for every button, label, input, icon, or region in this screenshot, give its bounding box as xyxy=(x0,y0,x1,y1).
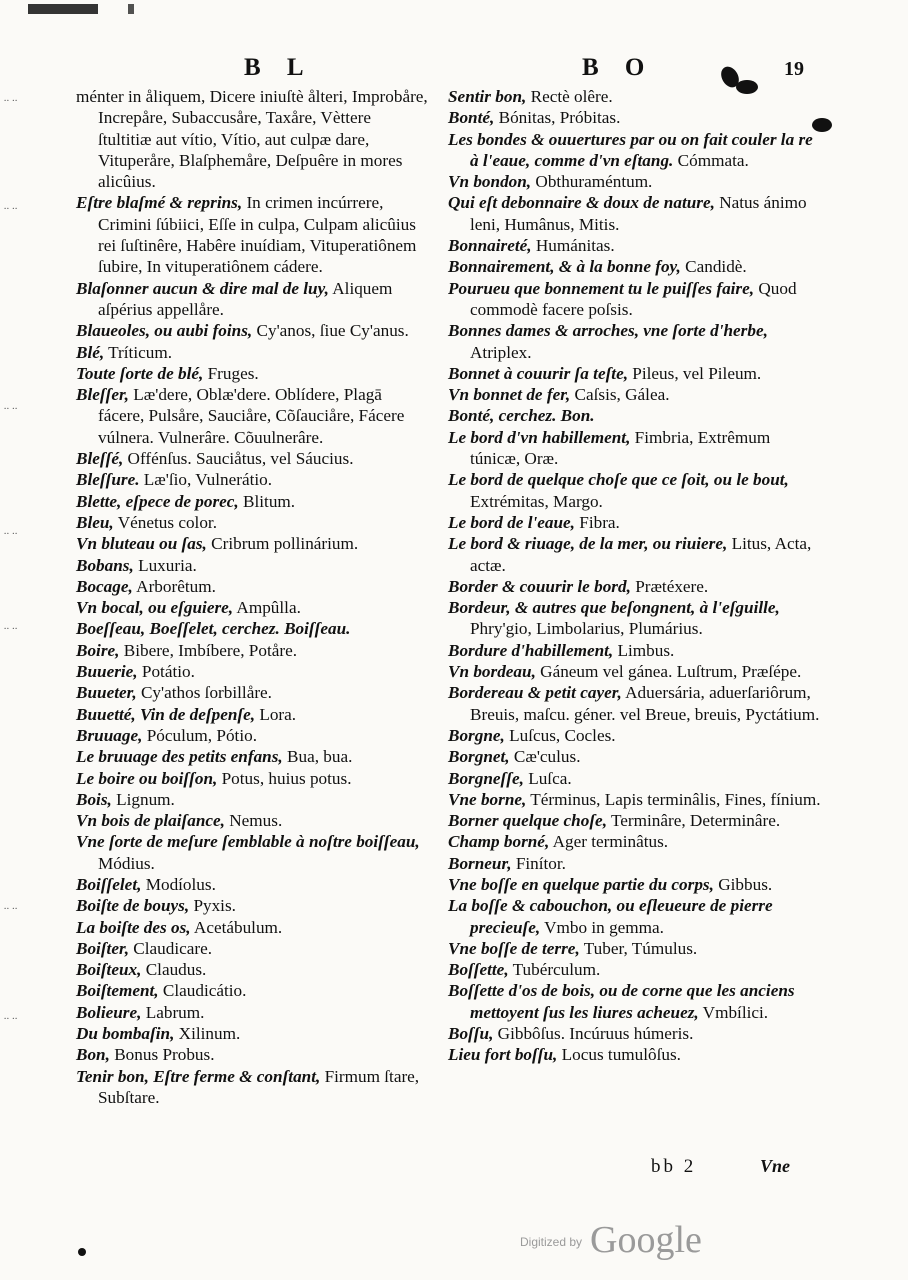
french-headword: Bonnairement, & à la bonne foy, xyxy=(448,257,681,277)
french-headword: La boſſe & cabouchon, ou eſleueure de pierre precieuſe, xyxy=(448,896,773,937)
french-headword: Boiſte de bouys, xyxy=(76,896,190,916)
french-headword: Le bruuage des petits enfans, xyxy=(76,747,283,767)
latin-equivalent: Acetábulum. xyxy=(190,917,283,937)
dictionary-entry xyxy=(76,704,428,725)
latin-equivalent: Læ'ſio, Vulnerátio. xyxy=(139,470,273,490)
french-headword: Buuetté, Vin de deſpenſe, xyxy=(76,704,256,724)
french-headword: Vn bocal, ou eſguiere, xyxy=(76,598,234,618)
french-headword: Qui eſt debonnaire & doux de nature, xyxy=(448,193,715,213)
watermark-brand: Google xyxy=(590,1219,702,1261)
latin-equivalent: Fibra. xyxy=(574,512,620,532)
latin-equivalent: Tríticum. xyxy=(104,342,172,362)
french-headword: Le bord & riuage, de la mer, ou riuiere, xyxy=(448,534,728,554)
latin-equivalent: Potátio. xyxy=(137,662,195,682)
french-headword: Sentir bon, xyxy=(448,87,527,106)
watermark-prefix: Digitized by xyxy=(520,1235,583,1249)
latin-equivalent: Bónitas, Próbitas. xyxy=(494,108,621,128)
french-headword: Vne boſſe en quelque partie du corps, xyxy=(448,874,714,894)
latin-equivalent: In crimen incúrrere, Crimini ſúbiici, Eſſe in culpa, Culpam alicûius rei ſuſtinêre, Habêre inuídiam, Vituperatiônem ſubire, In vituperatiônem cádere. xyxy=(98,193,417,277)
latin-equivalent: Ampûlla. xyxy=(233,598,301,618)
dictionary-entry xyxy=(76,640,428,661)
latin-equivalent: Módius. xyxy=(98,853,155,873)
margin-fragment: .. .. xyxy=(4,620,18,632)
dictionary-entry xyxy=(448,427,823,470)
french-headword: Bon, xyxy=(76,1045,110,1065)
dictionary-entry xyxy=(448,192,823,235)
dictionary-entry xyxy=(448,959,823,980)
latin-equivalent: Aliquem aſpérius appellåre. xyxy=(98,278,393,319)
latin-equivalent: Claudicátio. xyxy=(158,981,247,1001)
french-headword: Les bondes & ouuertures par ou on fait couler la re à l'eaue, comme d'vn eſtang. xyxy=(448,129,813,170)
french-headword: Bleſſé, xyxy=(76,449,124,469)
french-headword: Boſſu, xyxy=(448,1024,494,1044)
dictionary-entry xyxy=(448,768,823,789)
latin-equivalent: Xilinum. xyxy=(174,1024,241,1044)
dictionary-entry xyxy=(448,363,823,384)
running-head-right: B O xyxy=(582,54,655,81)
latin-equivalent: Gibbus. xyxy=(713,874,773,894)
dictionary-entry xyxy=(448,405,823,426)
dictionary-entry xyxy=(76,192,428,277)
latin-equivalent: Extrémitas, Margo. xyxy=(470,491,603,511)
latin-equivalent: Prætéxere. xyxy=(630,576,709,596)
latin-equivalent: Luxuria. xyxy=(133,555,197,575)
dictionary-entry xyxy=(76,768,428,789)
dictionary-entry xyxy=(76,959,428,980)
dictionary-entry xyxy=(448,469,823,512)
french-headword: Bleſſure. xyxy=(76,470,140,490)
dictionary-entry xyxy=(76,278,428,321)
french-headword: Tenir bon, Eſtre ferme & conſtant, xyxy=(76,1066,321,1086)
latin-equivalent: Bibere, Imbíbere, Potåre. xyxy=(119,640,297,660)
dictionary-entry xyxy=(448,980,823,1023)
dictionary-entry xyxy=(448,853,823,874)
french-headword: Boeſſeau, Boeſſelet, cerchez. Boiſſeau. xyxy=(76,619,351,639)
latin-equivalent: Vmbílici. xyxy=(698,1002,769,1022)
french-headword: Vne ſorte de meſure ſemblable à noſtre boiſſeau, xyxy=(76,832,420,852)
latin-equivalent: Cribrum pollinárium. xyxy=(206,534,359,554)
french-headword: Vne boſſe de terre, xyxy=(448,938,580,958)
french-headword: Vn bois de plaiſance, xyxy=(76,811,225,831)
dictionary-entry xyxy=(448,171,823,192)
latin-equivalent: Blitum. xyxy=(238,491,296,511)
latin-equivalent: Luſcus, Cocles. xyxy=(504,725,616,745)
latin-equivalent: Fimbria, Extrêmum túnicæ, Oræ. xyxy=(470,427,771,469)
french-headword: Bobans, xyxy=(76,555,134,575)
latin-equivalent: Cy'athos ſorbillåre. xyxy=(136,683,272,703)
french-headword: Pourueu que bonnement tu le puiſſes faire, xyxy=(448,278,755,298)
dictionary-entry xyxy=(76,810,428,831)
margin-fragment: .. .. xyxy=(4,1010,18,1022)
french-headword: Vn bordeau, xyxy=(448,662,536,682)
latin-equivalent: Claudus. xyxy=(141,960,207,980)
dictionary-entry xyxy=(76,917,428,938)
french-headword: La boiſte des os, xyxy=(76,917,191,937)
french-headword: Bois, xyxy=(76,789,112,809)
dictionary-entry xyxy=(76,661,428,682)
dictionary-entry xyxy=(448,810,823,831)
dictionary-entry xyxy=(76,1023,428,1044)
dictionary-entry xyxy=(448,384,823,405)
margin-fragment: .. .. xyxy=(4,400,18,412)
french-headword: Vn bonnet de fer, xyxy=(448,385,571,405)
french-headword: Lieu fort boſſu, xyxy=(448,1045,558,1065)
dictionary-entry xyxy=(76,555,428,576)
french-headword: Blé, xyxy=(76,342,105,362)
french-headword: Bleſſer, xyxy=(76,385,129,405)
dictionary-entry xyxy=(448,107,823,128)
latin-equivalent: Cæ'culus. xyxy=(509,747,581,767)
french-headword: Bocage, xyxy=(76,576,133,596)
latin-equivalent: Phry'gio, Limbolarius, Plumárius. xyxy=(470,619,703,639)
french-headword: Boiſteux, xyxy=(76,960,142,980)
french-headword: Bordeur, & autres que beſongnent, à l'eſguille, xyxy=(448,598,780,618)
latin-equivalent: Offénſus. Sauciåtus, vel Sáucius. xyxy=(123,449,354,469)
dictionary-entry xyxy=(76,469,428,490)
latin-equivalent: Pileus, vel Pileum. xyxy=(628,363,762,383)
dictionary-entry xyxy=(448,278,823,321)
latin-equivalent: Ager terminâtus. xyxy=(549,832,669,852)
latin-equivalent: Finítor. xyxy=(511,853,566,873)
latin-equivalent: Tuber, Túmulus. xyxy=(579,938,698,958)
dictionary-entry xyxy=(76,895,428,916)
dictionary-entry xyxy=(76,682,428,703)
latin-equivalent: Bonus Probus. xyxy=(109,1045,215,1065)
french-headword: Boſſette, xyxy=(448,960,509,980)
latin-equivalent: Términus, Lapis terminâlis, Fines, fínium. xyxy=(526,789,821,809)
french-headword: Vn bondon, xyxy=(448,172,532,192)
french-headword: Buuerie, xyxy=(76,662,138,682)
dictionary-entry xyxy=(448,661,823,682)
latin-equivalent: Læ'dere, Oblæ'dere. Oblídere, Plagā fácere, Pulsåre, Sauciåre, Cõſauciåre, Fácere vúlnera. Vulnerâre. Cõuulnerâre. xyxy=(98,385,405,447)
dictionary-entry xyxy=(76,1066,428,1109)
dictionary-entry xyxy=(76,746,428,767)
dictionary-entry xyxy=(448,746,823,767)
french-headword: Toute ſorte de blé, xyxy=(76,363,204,383)
latin-equivalent: Gáneum vel gánea. Luſtrum, Præſépe. xyxy=(535,662,802,682)
dictionary-entry xyxy=(76,512,428,533)
french-headword: Borgneſſe, xyxy=(448,768,524,788)
dictionary-entry xyxy=(76,533,428,554)
french-headword: Le bord de quelque choſe que ce ſoit, ou le bout, xyxy=(448,470,789,490)
french-headword: Boiſſelet, xyxy=(76,874,142,894)
ink-blot xyxy=(78,1248,86,1256)
left-column xyxy=(76,86,428,1108)
dictionary-entry xyxy=(448,725,823,746)
french-headword: Boſſette d'os de bois, ou de corne que les anciens mettoyent ſus les liures acheuez, xyxy=(448,981,795,1022)
french-headword: Bonnet à couurir ſa teſte, xyxy=(448,363,628,383)
latin-equivalent: Póculum, Pótio. xyxy=(142,725,257,745)
latin-equivalent: Arborêtum. xyxy=(132,576,216,596)
right-column xyxy=(448,86,823,1066)
dictionary-entry xyxy=(76,491,428,512)
latin-equivalent: Pyxis. xyxy=(189,896,236,916)
dictionary-entry xyxy=(448,576,823,597)
latin-equivalent: Labrum. xyxy=(141,1002,205,1022)
latin-equivalent: Cómmata. xyxy=(673,150,749,170)
digitized-watermark xyxy=(520,1218,702,1262)
french-headword: Le bord de l'eaue, xyxy=(448,512,575,532)
latin-equivalent: Litus, Acta, actæ. xyxy=(470,534,812,575)
dictionary-entry xyxy=(448,320,823,363)
dictionary-entry xyxy=(448,831,823,852)
latin-equivalent: Vénetus color. xyxy=(113,512,218,532)
french-headword: Borneur, xyxy=(448,853,512,873)
french-headword: Borgne, xyxy=(448,725,505,745)
french-headword: Borgnet, xyxy=(448,747,510,767)
running-head-left: B L xyxy=(244,54,314,81)
latin-equivalent: Natus ánimo leni, Humânus, Mitis. xyxy=(470,193,807,234)
latin-equivalent: Vmbo in gemma. xyxy=(540,917,664,937)
latin-equivalent: Fruges. xyxy=(203,363,259,383)
french-headword: Eſtre blaſmé & reprins, xyxy=(76,193,243,213)
dictionary-entry xyxy=(76,789,428,810)
latin-equivalent: Modíolus. xyxy=(141,874,216,894)
latin-equivalent: ménter in åliquem, Dicere iniuſtè ålteri, Improbåre, Increpåre, Subaccusåre, Taxåre, Vèttere ſtultitiæ aut vítio, Vítio, aut culpæ dare, Vituperåre, Blaſphemåre, Deſpuêre in mores alicûius. xyxy=(76,87,428,192)
dictionary-entry xyxy=(76,874,428,895)
dictionary-entry xyxy=(76,342,428,363)
dictionary-entry xyxy=(448,597,823,640)
dictionary-entry xyxy=(448,682,823,725)
latin-equivalent: Potus, huius potus. xyxy=(217,768,352,788)
latin-equivalent: Luſca. xyxy=(523,768,572,788)
french-headword: Le boire ou boiſſon, xyxy=(76,768,218,788)
french-headword: Le bord d'vn habillement, xyxy=(448,427,631,447)
french-headword: Border & couurir le bord, xyxy=(448,576,631,596)
latin-equivalent: Atriplex. xyxy=(470,342,532,362)
french-headword: Boire, xyxy=(76,640,120,660)
latin-equivalent: Tubérculum. xyxy=(508,960,601,980)
dictionary-entry xyxy=(76,980,428,1001)
dictionary-entry xyxy=(76,725,428,746)
margin-fragment: .. .. xyxy=(4,200,18,212)
latin-equivalent: Aduersária, aduerſariôrum, Breuis, maſcu. géner. vel Breue, breuis, Pyctátium. xyxy=(470,683,820,724)
french-headword: Bolieure, xyxy=(76,1002,142,1022)
dictionary-entry xyxy=(448,235,823,256)
latin-equivalent: Caſsis, Gálea. xyxy=(570,385,670,405)
dictionary-entry xyxy=(76,597,428,618)
dictionary-entry xyxy=(76,86,428,192)
dictionary-entry xyxy=(448,86,823,107)
latin-equivalent: Candidè. xyxy=(680,257,747,277)
dictionary-entry xyxy=(76,384,428,448)
latin-equivalent: Obthuraméntum. xyxy=(531,172,653,192)
dictionary-entry xyxy=(76,618,428,639)
catchword: Vne xyxy=(760,1156,791,1176)
french-headword: Bonnaireté, xyxy=(448,236,532,256)
dictionary-entry xyxy=(76,1044,428,1065)
french-headword: Bruuage, xyxy=(76,725,143,745)
latin-equivalent: Humánitas. xyxy=(531,236,615,256)
french-headword: Buueter, xyxy=(76,683,137,703)
french-headword: Du bombaſin, xyxy=(76,1024,175,1044)
french-headword: Borner quelque choſe, xyxy=(448,811,607,831)
latin-equivalent: Rectè olêre. xyxy=(526,87,613,106)
scan-edge-mark xyxy=(28,4,288,14)
dictionary-entry xyxy=(448,1044,823,1065)
dictionary-entry xyxy=(448,938,823,959)
french-headword: Bonté, xyxy=(448,108,495,128)
french-headword: Vn bluteau ou ſas, xyxy=(76,534,207,554)
dictionary-entry xyxy=(448,874,823,895)
dictionary-entry xyxy=(76,938,428,959)
french-headword: Boiſtement, xyxy=(76,981,159,1001)
dictionary-entry xyxy=(448,256,823,277)
margin-fragment: .. .. xyxy=(4,525,18,537)
page-number: 19 xyxy=(784,58,804,80)
french-headword: Bonté, cerchez. Bon. xyxy=(448,406,595,426)
dictionary-entry xyxy=(448,533,823,576)
french-headword: Boiſter, xyxy=(76,938,129,958)
dictionary-entry xyxy=(76,320,428,341)
margin-fragment: .. .. xyxy=(4,92,18,104)
dictionary-entry xyxy=(448,895,823,938)
latin-equivalent: Quod commodè facere poſsis. xyxy=(470,278,797,319)
dictionary-entry xyxy=(76,448,428,469)
french-headword: Blaueoles, ou aubi foins, xyxy=(76,321,253,341)
latin-equivalent: Locus tumulôſus. xyxy=(557,1045,681,1065)
french-headword: Bleu, xyxy=(76,512,114,532)
dictionary-entry xyxy=(76,1002,428,1023)
french-headword: Bordure d'habillement, xyxy=(448,640,614,660)
dictionary-entry xyxy=(448,512,823,533)
french-headword: Blaſonner aucun & dire mal de luy, xyxy=(76,278,329,298)
dictionary-entry xyxy=(76,576,428,597)
french-headword: Champ borné, xyxy=(448,832,550,852)
french-headword: Bonnes dames & arroches, vne ſorte d'herbe, xyxy=(448,321,768,341)
french-headword: Vne borne, xyxy=(448,789,527,809)
latin-equivalent: Claudicare. xyxy=(129,938,213,958)
latin-equivalent: Terminâre, Determinâre. xyxy=(606,811,781,831)
dictionary-entry xyxy=(76,831,428,874)
latin-equivalent: Firmum ſtare, Subſtare. xyxy=(98,1066,420,1107)
signature-mark: bb 2 xyxy=(651,1156,697,1177)
latin-equivalent: Gibbôſus. Incúruus húmeris. xyxy=(493,1024,694,1044)
latin-equivalent: Cy'anos, ſiue Cy'anus. xyxy=(252,321,409,341)
dictionary-entry xyxy=(76,363,428,384)
dictionary-entry xyxy=(448,789,823,810)
latin-equivalent: Limbus. xyxy=(613,640,675,660)
dictionary-entry xyxy=(448,129,823,172)
french-headword: Blette, eſpece de porec, xyxy=(76,491,239,511)
latin-equivalent: Nemus. xyxy=(224,811,283,831)
latin-equivalent: Bua, bua. xyxy=(282,747,353,767)
french-headword: Bordereau & petit cayer, xyxy=(448,683,622,703)
dictionary-entry xyxy=(448,1023,823,1044)
latin-equivalent: Lora. xyxy=(255,704,297,724)
margin-fragment: .. .. xyxy=(4,900,18,912)
dictionary-entry xyxy=(448,640,823,661)
latin-equivalent: Lignum. xyxy=(111,789,175,809)
